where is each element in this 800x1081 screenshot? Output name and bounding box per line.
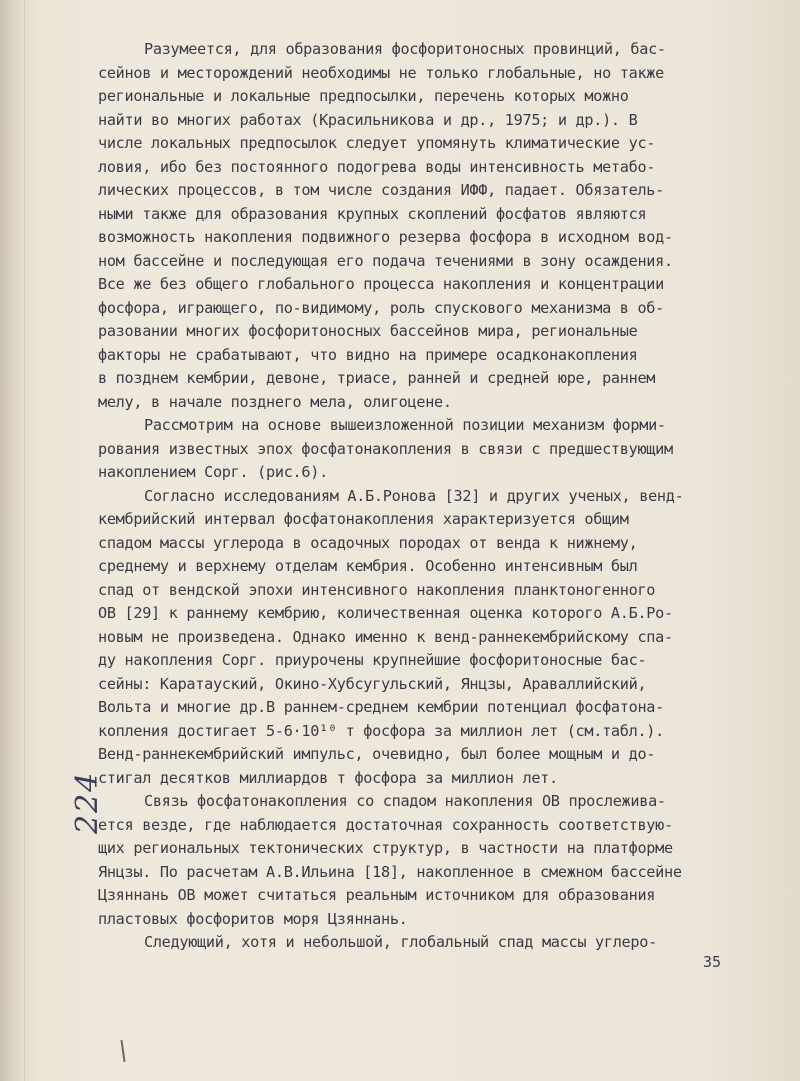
text-line: факторы не срабатывают, что видно на примере осадконакопления — [98, 345, 638, 364]
text-line: Рассмотрим на основе вышеизложенной позиции механизм форми- — [144, 416, 666, 434]
text-line: кембрийский интервал фосфатонакопления характеризуется общим — [98, 510, 629, 528]
text-line: Согласно исследованиям А.Б.Ронова [32] и других ученых, венд- — [144, 486, 684, 505]
text-line: ется везде, где наблюдается достаточная сохранность соответствую- — [98, 815, 673, 834]
text-line: ловия, ибо без постоянного подогрева воды интенсивность метабо- — [98, 157, 656, 176]
text-line: ОВ [29] к раннему кембрию, количественная оценка которого А.Б.Ро- — [98, 604, 673, 622]
text-line: Янцзы. По расчетам А.В.Ильина [18], накопленное в смежном бассейне — [98, 862, 682, 881]
text-line: ду накопления Cорг. приурочены крупнейшие фосфоритоносные бас- — [98, 651, 647, 669]
text-line: новым не произведена. Однако именно к венд-раннекембрийскому спа- — [98, 627, 673, 646]
text-line: пластовых фосфоритов моря Цзяннань. — [98, 909, 408, 928]
text-line: спадом массы углерода в осадочных породах от венда к нижнему, — [98, 533, 638, 552]
text-line: ными также для образования крупных скоплений фосфатов являются — [98, 204, 647, 223]
page-number: 35 — [703, 953, 722, 971]
handwritten-margin-number: 224 — [70, 770, 105, 834]
text-line: Связь фосфатонакопления со спадом накопления ОВ прослежива- — [144, 792, 666, 810]
text-line: Венд-раннекембрийский импульс, очевидно, был более мощным и до- — [98, 745, 656, 763]
text-line: среднему и верхнему отделам кембрия. Особенно интенсивным был — [98, 557, 638, 575]
text-line: накоплением Cорг. (рис.6). — [98, 463, 328, 481]
text-line: разовании многих фосфоритоносных бассейнов мира, региональные — [98, 322, 638, 340]
text-line: в позднем кембрии, девоне, триасе, ранней и средней юре, раннем — [98, 369, 656, 387]
text-line: Следующий, хотя и небольшой, глобальный спад массы углеро- — [144, 933, 657, 951]
body-text — [98, 38, 738, 955]
text-line: региональные и локальные предпосылки, перечень которых можно — [98, 87, 629, 105]
text-line: сейны: Каратауский, Окино-Хубсугульский, Янцзы, Араваллийский, — [98, 674, 647, 693]
page-binding-edge — [0, 0, 25, 1081]
text-line: числе локальных предпосылок следует упомянуть климатические ус- — [98, 134, 656, 152]
text-line: щих региональных тектонических структур, в частности на платформе — [98, 839, 673, 857]
text-line: возможность накопления подвижного резерва фосфора в исходном вод- — [98, 228, 673, 246]
pencil-mark — [120, 1040, 125, 1062]
text-line: Цзяннань ОВ может считаться реальным источником для образования — [98, 886, 656, 904]
text-line: лических процессов, в том числе создания ИФФ, падает. Обязатель- — [98, 181, 664, 199]
text-line: копления достигает 5-6·10¹⁰ т фосфора за миллион лет (см.табл.). — [98, 721, 664, 740]
text-line: найти во многих работах (Красильникова и др., 1975; и др.). В — [98, 110, 638, 129]
text-line: Все же без общего глобального процесса накопления и концентрации — [98, 275, 664, 293]
text-line: Разумеется, для образования фосфоритоносных провинций, бас- — [144, 40, 666, 58]
text-line: мелу, в начале позднего мела, олигоцене. — [98, 392, 452, 411]
text-line: Вольта и многие др.В раннем-среднем кембрии потенциал фосфатона- — [98, 698, 664, 716]
text-line: сейнов и месторождений необходимы не только глобальные, но также — [98, 63, 664, 82]
text-line: спад от вендской эпохи интенсивного накопления планктоногенного — [98, 580, 656, 599]
text-line: фосфора, играющего, по-видимому, роль спускового механизма в об- — [98, 298, 664, 317]
text-line: рования известных эпох фосфатонакопления в связи с предшествующим — [98, 439, 673, 458]
text-line: стигал десятков миллиардов т фосфора за миллион лет. — [98, 768, 558, 787]
text-line: ном бассейне и последующая его подача течениями в зону осаждения. — [98, 251, 673, 270]
